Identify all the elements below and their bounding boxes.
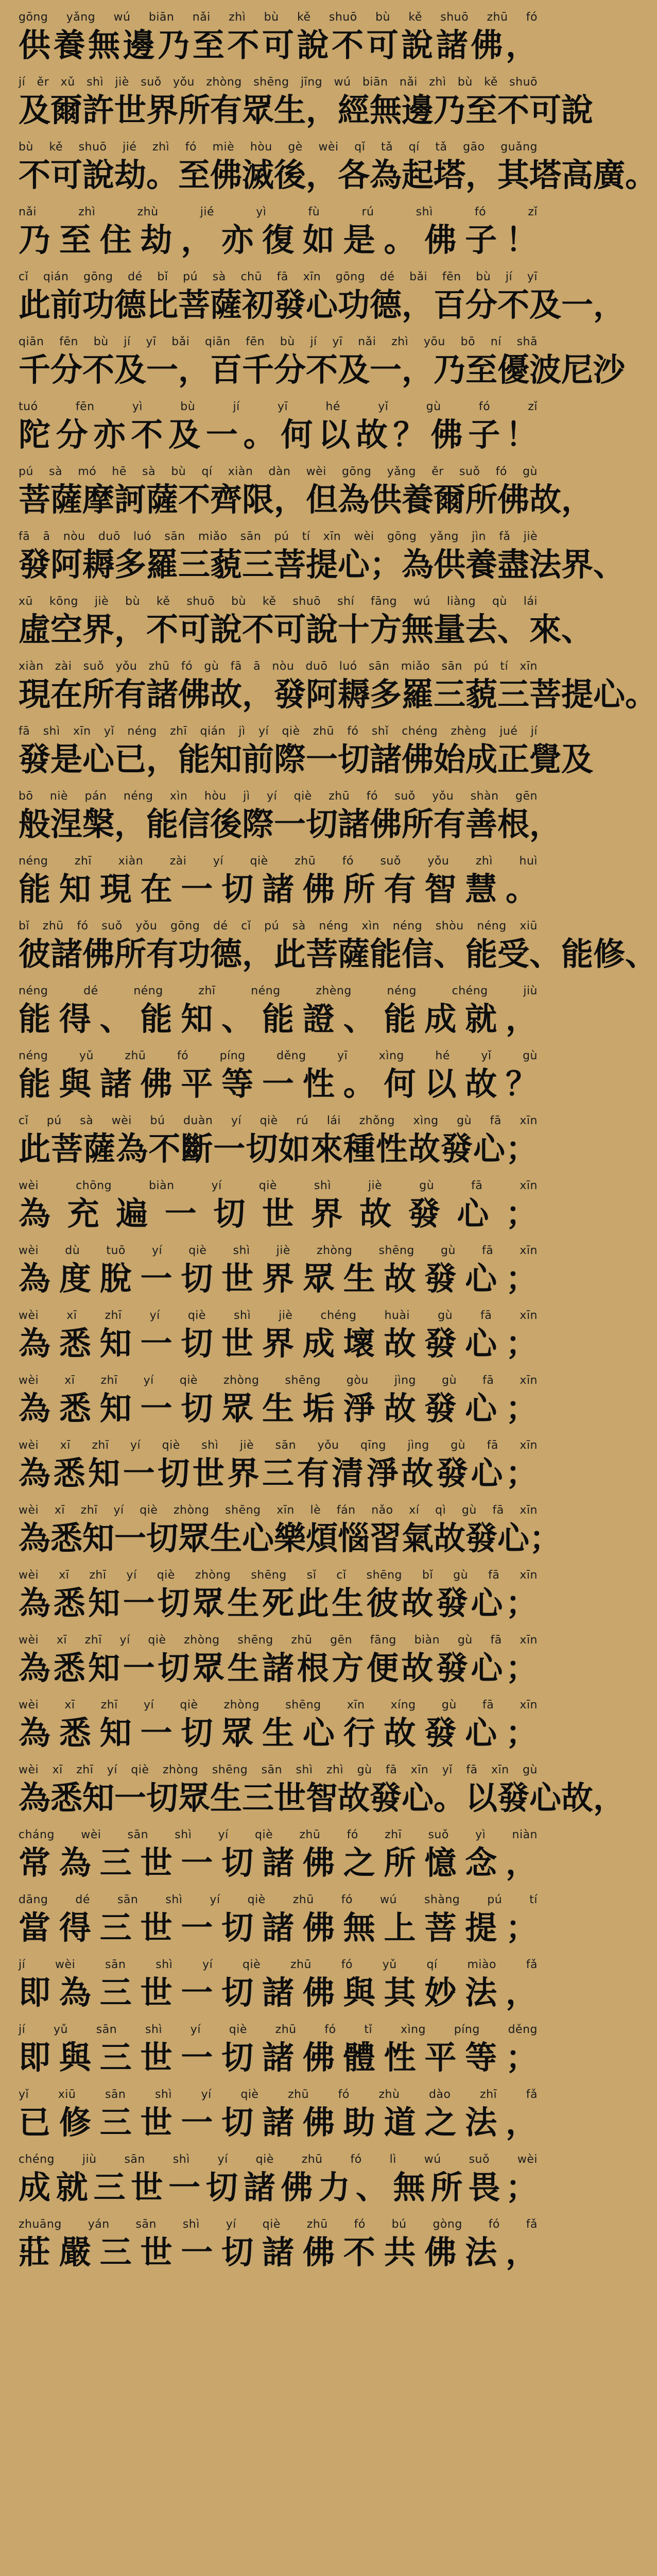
verse-line xyxy=(19,10,538,71)
pinyin-annotation: wèi xī zhī yí qiè zhòng shēng xīn lè fán nǎo xí qì gù fā xīn xyxy=(19,1504,538,1517)
pinyin-annotation: cháng wèi sān shì yí qiè zhū fó zhī suǒ yì niàn xyxy=(19,1828,538,1841)
chinese-text: 菩薩摩訶薩不齊限，但為供養爾所佛故， xyxy=(19,481,594,518)
chinese-text: 為悉知一切眾生死此生彼故發心； xyxy=(19,1584,538,1622)
pinyin-annotation: pú sà mó hē sà bù qí xiàn dàn wèi gōng yǎng ěr suǒ fó gù xyxy=(19,465,538,478)
pinyin-annotation: wèi chōng biàn yí qiè shì jiè gù fā xīn xyxy=(19,1179,538,1192)
pinyin-annotation: jí ěr xǔ shì jiè suǒ yǒu zhòng shēng jīng wú biān nǎi zhì bù kě shuō xyxy=(19,76,538,89)
chinese-text: 為悉知一切眾生諸根方便故發心； xyxy=(19,1649,538,1687)
pinyin-annotation: fā shì xīn yǐ néng zhī qián jì yí qiè zhū fó shǐ chéng zhèng jué jí xyxy=(19,725,538,738)
verse-line xyxy=(19,140,657,201)
verse-line xyxy=(19,1633,538,1694)
verse-line xyxy=(19,1893,538,1954)
verse-line xyxy=(19,1049,538,1110)
verse-line xyxy=(19,2023,538,2083)
chinese-text: 為悉知一切眾生心行故發心； xyxy=(19,1714,538,1752)
pinyin-annotation: bō niè pán néng xìn hòu jì yí qiè zhū fó suǒ yǒu shàn gēn xyxy=(19,790,538,803)
chinese-text: 即與三世一切諸佛體性平等； xyxy=(19,2039,538,2076)
chinese-text: 莊嚴三世一切諸佛不共佛法， xyxy=(19,2233,538,2271)
pinyin-annotation: zhuāng yán sān shì yí qiè zhū fó bú gòng fó fǎ xyxy=(19,2218,538,2231)
verse-line xyxy=(19,335,626,396)
chinese-text: 發是心已，能知前際一切諸佛始成正覺及 xyxy=(19,740,594,778)
chinese-text: 能得、能知、能證、能成就， xyxy=(19,1000,538,1038)
chinese-text: 陀分亦不及一。何以故？佛子！ xyxy=(19,416,538,453)
verse-line xyxy=(19,724,594,785)
pinyin-annotation: wèi dù tuō yí qiè shì jiè zhòng shēng gù fā xīn xyxy=(19,1244,538,1257)
verse-line xyxy=(19,1503,562,1564)
pinyin-annotation: néng yǔ zhū fó píng děng yī xìng hé yǐ gù xyxy=(19,1049,538,1062)
verse-line xyxy=(19,1568,538,1629)
verse-line xyxy=(19,2088,538,2148)
pinyin-annotation: wèi xī zhī yí qiè zhòng shēng sān shì zhì gù fā xīn yǐ fā xīn gù xyxy=(19,1764,538,1776)
pinyin-annotation: wèi xī zhī yí qiè zhòng shēng zhū gēn fāng biàn gù fā xīn xyxy=(19,1634,538,1647)
pinyin-annotation: chéng jiù sān shì yí qiè zhū fó lì wú suǒ wèi xyxy=(19,2153,538,2166)
chinese-text: 為悉知一切眾生三世智故發心。以發心故， xyxy=(19,1779,626,1817)
verse-line xyxy=(19,400,538,461)
chinese-text: 千分不及一，百千分不及一，乃至優波尼沙 xyxy=(19,351,626,388)
verse-line xyxy=(19,205,538,266)
verse-line xyxy=(19,1763,626,1824)
verse-line xyxy=(19,1374,538,1434)
chinese-text: 及爾許世界所有眾生，經無邊乃至不可說 xyxy=(19,91,594,129)
pinyin-annotation: nǎi zhì zhù jié yì fù rú shì fó zǐ xyxy=(19,206,538,218)
chinese-text: 常為三世一切諸佛之所憶念， xyxy=(19,1844,538,1882)
verse-line xyxy=(19,465,594,526)
chinese-text: 為悉知一切世界成壞故發心； xyxy=(19,1325,538,1362)
pinyin-annotation: bǐ zhū fó suǒ yǒu gōng dé cǐ pú sà néng xìn néng shòu néng xiū xyxy=(19,920,538,933)
pinyin-annotation: cǐ qián gōng dé bǐ pú sà chū fā xīn gōng dé bǎi fēn bù jí yī xyxy=(19,270,538,283)
verse-line xyxy=(19,1179,538,1240)
verse-line xyxy=(19,789,562,850)
chinese-text: 乃至住劫，亦復如是。佛子！ xyxy=(19,221,538,259)
verse-line xyxy=(19,1828,538,1889)
chinese-text: 彼諸佛所有功德，此菩薩能信、能受、能修、 xyxy=(19,935,657,973)
verse-line xyxy=(19,1698,538,1759)
chinese-text: 般涅槃，能信後際一切諸佛所有善根， xyxy=(19,805,562,843)
pinyin-annotation: bù kě shuō jié zhì fó miè hòu gè wèi qǐ tǎ qí tǎ gāo guǎng xyxy=(19,141,538,154)
verse-line xyxy=(19,595,594,655)
verse-line xyxy=(19,659,657,720)
verse-line xyxy=(19,1309,538,1369)
chinese-text: 為充遍一切世界故發心； xyxy=(19,1195,538,1232)
pinyin-annotation: wèi xī zhī yí qiè zhòng shēng sǐ cǐ shēng bǐ gù fā xīn xyxy=(19,1569,538,1582)
chinese-text: 當得三世一切諸佛無上菩提； xyxy=(19,1909,538,1946)
pinyin-annotation: xū kōng jiè bù kě shuō bù kě shuō shí fāng wú liàng qù lái xyxy=(19,595,538,608)
verse-line xyxy=(19,984,538,1045)
chinese-text: 此菩薩為不斷一切如來種性故發心； xyxy=(19,1130,538,1167)
pinyin-annotation: jí yǔ sān shì yí qiè zhū fó tǐ xìng píng děng xyxy=(19,2023,538,2036)
verse-line xyxy=(19,2217,538,2278)
chinese-text: 供養無邊乃至不可說不可說諸佛， xyxy=(19,26,538,64)
chinese-text: 即為三世一切諸佛與其妙法， xyxy=(19,1974,538,2011)
verse-line xyxy=(19,1438,538,1499)
pinyin-annotation: néng dé néng zhī néng zhèng néng chéng jiù xyxy=(19,985,538,997)
pinyin-annotation: fā ā nòu duō luó sān miǎo sān pú tí xīn wèi gōng yǎng jìn fǎ jiè xyxy=(19,530,538,543)
verse-line xyxy=(19,75,594,136)
pinyin-annotation: wèi xī zhī yí qiè shì jiè chéng huài gù fā xīn xyxy=(19,1309,538,1322)
chinese-text: 此前功德比菩薩初發心功德，百分不及一， xyxy=(19,286,626,324)
verse-line xyxy=(19,1958,538,2019)
chinese-text: 能與諸佛平等一性。何以故？ xyxy=(19,1065,538,1103)
verse-line xyxy=(19,919,657,980)
verse-line xyxy=(19,270,626,331)
chinese-text: 虛空界，不可說不可說十方無量去、來、 xyxy=(19,611,594,648)
verse-line xyxy=(19,1114,538,1175)
chinese-text: 發阿耨多羅三藐三菩提心；為供養盡法界、 xyxy=(19,546,626,583)
pinyin-annotation: néng zhī xiàn zài yí qiè zhū fó suǒ yǒu zhì huì xyxy=(19,855,538,868)
verse-line xyxy=(19,530,626,590)
pinyin-annotation: wèi xī zhī yí qiè shì jiè sān yǒu qīng jìng gù fā xīn xyxy=(19,1439,538,1452)
chinese-text: 成就三世一切諸佛力、無所畏； xyxy=(19,2168,538,2206)
chinese-text: 為悉知一切眾生垢淨故發心； xyxy=(19,1389,538,1427)
pinyin-annotation: wèi xī zhī yí qiè zhòng shēng gòu jìng gù fā xīn xyxy=(19,1374,538,1387)
chinese-text: 不可說劫。至佛滅後，各為起塔，其塔高廣。 xyxy=(19,156,657,194)
pinyin-annotation: dāng dé sān shì yí qiè zhū fó wú shàng pú tí xyxy=(19,1893,538,1906)
chinese-text: 為度脫一切世界眾生故發心； xyxy=(19,1260,538,1297)
chinese-text: 為悉知一切世界三有清淨故發心； xyxy=(19,1454,538,1492)
pinyin-annotation: gōng yǎng wú biān nǎi zhì bù kě shuō bù kě shuō zhū fó xyxy=(19,11,538,24)
verse-line xyxy=(19,1244,538,1304)
pinyin-annotation: cǐ pú sà wèi bú duàn yí qiè rú lái zhǒng xìng gù fā xīn xyxy=(19,1114,538,1127)
verse-line xyxy=(19,854,538,915)
chinese-text: 為悉知一切眾生心樂煩惱習氣故發心； xyxy=(19,1519,562,1557)
pinyin-annotation: jí wèi sān shì yí qiè zhū fó yǔ qí miào fǎ xyxy=(19,1958,538,1971)
chinese-text: 已修三世一切諸佛助道之法， xyxy=(19,2104,538,2141)
pinyin-annotation: tuó fēn yì bù jí yī hé yǐ gù fó zǐ xyxy=(19,400,538,413)
pinyin-annotation: wèi xī zhī yí qiè zhòng shēng xīn xíng gù fā xīn xyxy=(19,1699,538,1711)
chinese-text: 能知現在一切諸佛所有智慧。 xyxy=(19,870,538,908)
pinyin-annotation: xiàn zài suǒ yǒu zhū fó gù fā ā nòu duō luó sān miǎo sān pú tí xīn xyxy=(19,660,538,673)
chinese-text: 現在所有諸佛故，發阿耨多羅三藐三菩提心。 xyxy=(19,675,657,713)
verse-line xyxy=(19,2153,538,2213)
pinyin-annotation: yǐ xiū sān shì yí qiè zhū fó zhù dào zhī fǎ xyxy=(19,2088,538,2101)
pinyin-annotation: qiān fēn bù jí yī bǎi qiān fēn bù jí yī nǎi zhì yōu bō ní shā xyxy=(19,335,538,348)
